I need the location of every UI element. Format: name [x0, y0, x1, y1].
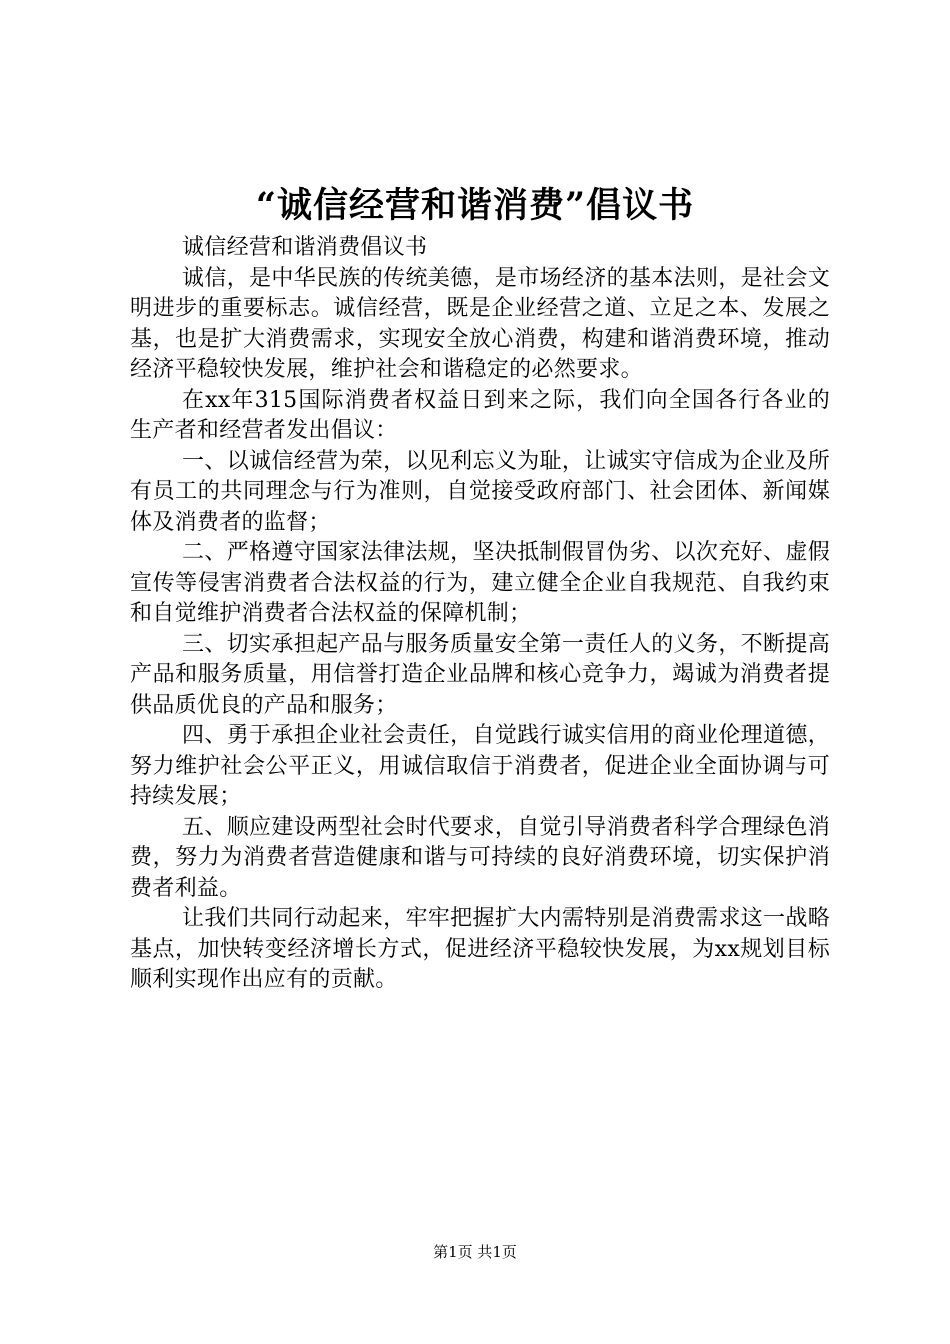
paragraph-intro: 诚信，是中华民族的传统美德，是市场经济的基本法则，是社会文明进步的重要标志。诚信经营，既是企业经营之道、立足之本、发展之基，也是扩大消费需求，实现安全放心消费，构建和谐消费环境，推动经济平稳较快发展，维护社会和谐稳定的必然要求。 — [130, 265, 830, 382]
document-title: “诚信经营和谐消费”倡议书 — [255, 185, 695, 226]
paragraph-closing: 让我们共同行动起来，牢牢把握扩大内需特别是消费需求这一战略基点，加快转变经济增长方式，促进经济平稳较快发展，为xx规划目标顺利实现作出应有的贡献。 — [130, 906, 830, 992]
document-body — [130, 233, 830, 996]
page-footer: 第1页 共1页 — [433, 1243, 517, 1261]
paragraph-occasion: 在xx年315国际消费者权益日到来之际，我们向全国各行各业的生产者和经营者发出倡议： — [130, 387, 830, 443]
paragraph-item-3: 三、切实承担起产品与服务质量安全第一责任人的义务，不断提高产品和服务质量，用信誉打造企业品牌和核心竞争力，竭诚为消费者提供品质优良的产品和服务； — [130, 631, 830, 718]
paragraph-item-5: 五、顺应建设两型社会时代要求，自觉引导消费者科学合理绿色消费，努力为消费者营造健康和谐与可持续的良好消费环境，切实保护消费者利益。 — [130, 814, 830, 901]
paragraph-subtitle: 诚信经营和谐消费倡议书 — [182, 235, 428, 260]
paragraph-item-1: 一、以诚信经营为荣，以见利忘义为耻，让诚实守信成为企业及所有员工的共同理念与行为准则，自觉接受政府部门、社会团体、新闻媒体及消费者的监督； — [130, 448, 830, 535]
paragraph-item-4: 四、勇于承担企业社会责任，自觉践行诚实信用的商业伦理道德，努力维护社会公平正义，用诚信取信于消费者，促进企业全面协调与可持续发展； — [130, 723, 830, 809]
paragraph-item-2: 二、严格遵守国家法律法规，坚决抵制假冒伪劣、以次充好、虚假宣传等侵害消费者合法权益的行为，建立健全企业自我规范、自我约束和自觉维护消费者合法权益的保障机制； — [130, 540, 830, 626]
